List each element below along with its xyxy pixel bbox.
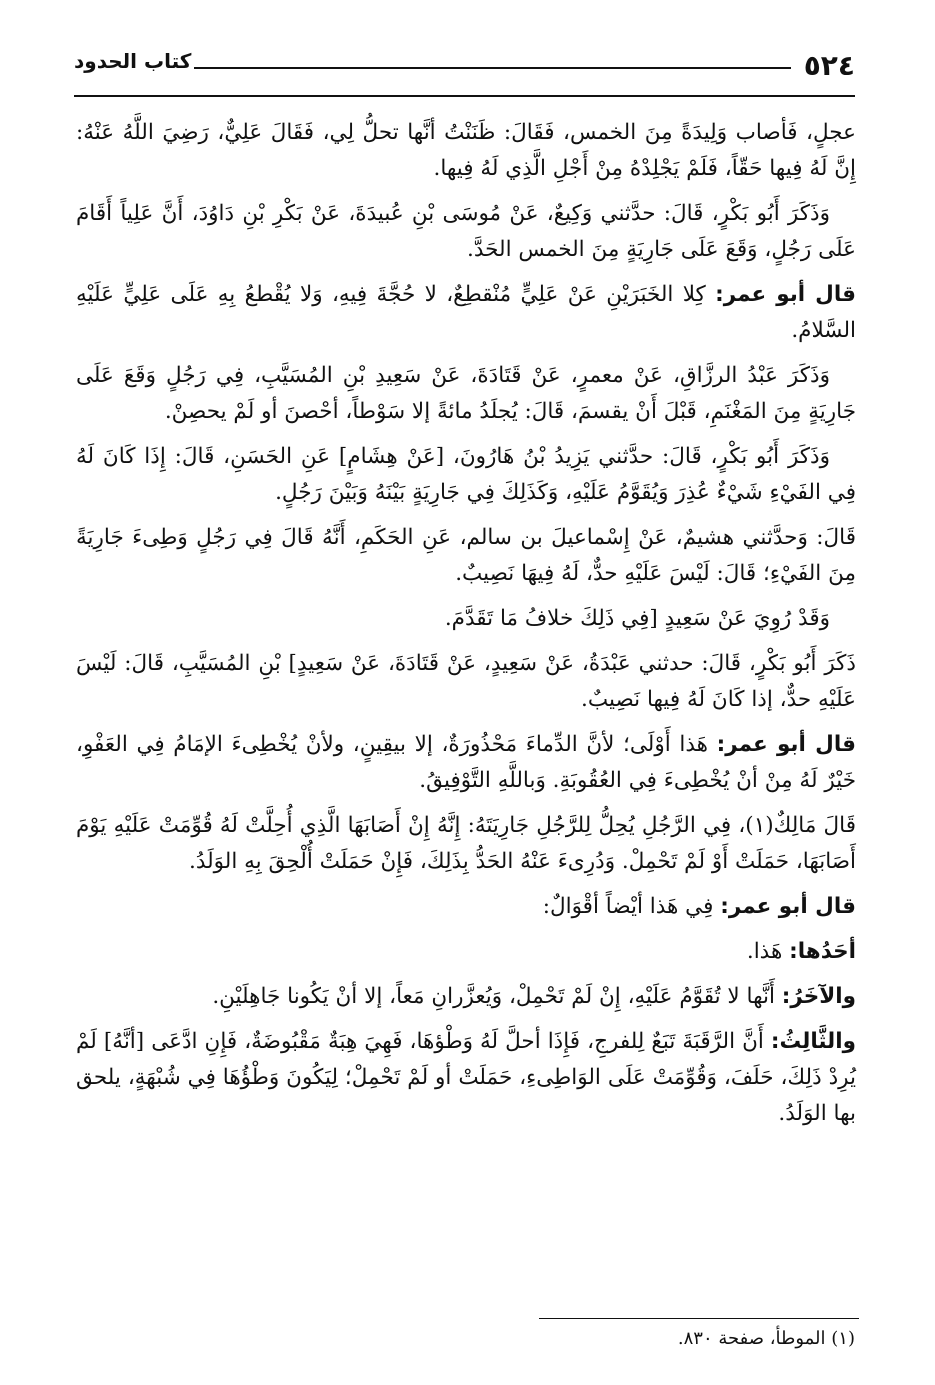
speaker-label: قال أبو عمر:	[720, 894, 856, 919]
paragraph-12	[76, 934, 856, 970]
paragraph-4	[76, 358, 856, 430]
speaker-label: والآخَرُ:	[781, 984, 856, 1009]
paragraph-text: قَالَ مَالِكٌ(١)، فِي الرَّجُلِ يُحِلُّ لِلرَّجُلِ جَارِيَتَهُ: إِنَّهُ إِنْ أَصَابَهَا الَّذِي أُحِلَّتْ لَهُ قُوِّمَتْ عَلَيْهِ يَوْمَ أَصَابَهَا، حَمَلَتْ أَوْ لَمْ تَحْمِلْ. وَدُرِىءَ عَنْهُ الحَدُّ بِذَلِكَ، فَإِنْ حَمَلَتْ أُلْحِقَ بِهِ الوَلَدُ.	[76, 813, 856, 874]
paragraph-14	[76, 1024, 856, 1132]
page-header	[74, 45, 855, 97]
paragraph-text: هَذا أَوْلَى؛ لأنَّ الدِّماءَ مَحْذُورَةٌ، إلا بيقِينٍ، ولأنْ يُخْطِىءَ الإمَامُ فِي العَفْوِ، خَيْرٌ لَهُ مِنْ أنْ يُخْطِىءَ فِي العُقُوبَةِ. وَباللَّهِ التَّوْفِيقُ.	[76, 732, 856, 793]
paragraph-text: أَنَّها لا تُقَوَّمُ عَلَيْهِ، إِنْ لَمْ تَحْمِلْ، وَيُعزَّرانِ مَعاً، إلا أنْ يَكُونا جَاهِلَيْنِ.	[212, 984, 782, 1009]
running-title: كتاب الحدود	[74, 49, 192, 73]
paragraph-text: وَذَكَرَ عَبْدُ الرزَّاقِ، عَنْ معمرٍ، عَنْ قَتَادَةَ، عَنْ سَعِيدِ بْنِ المُسَيَّبِ، فِي رَجُلٍ وَقَعَ عَلَى جَارِيَةٍ مِنَ المَغْنَمِ، قَبْلَ أَنْ يقسمَ، قَالَ: يُجلَدُ مائةً إلا سَوْطاً، أحْصنَ أو لَمْ يحصِنْ.	[76, 363, 856, 424]
paragraph-text: وَذَكَرَ أَبُو بَكْرٍ، قَالَ: حدَّثني يَزِيدُ بْنُ هَارُونَ، [عَنْ هِشَامٍ] عَنِ الحَسَنِ، قَالَ: إِذَا كَانَ لَهُ فِي الفَيْءِ شَيْءٌ عُذِرَ وَيُقَوَّمُ عَلَيْهِ، وَكَذَلِكَ فِي جَارِيَةٍ بَيْنَهُ وَبَيْنَ رَجُلٍ.	[76, 444, 856, 505]
paragraph-text: عجلٍ، فَأصاب وَلِيدَةً مِنَ الخمس، فَقَالَ: ظَنَنْتُ أنَّها تحلُّ لِي، فَقَالَ عَلِيٌّ، رَضِيَ اللَّهُ عَنْهُ: إِنَّ لَهُ فِيها حَقّاً، فَلَمْ يَجْلِدْهُ مِنْ أَجْلِ الَّذِي لَهُ فِيها.	[76, 120, 856, 181]
paragraph-text: وَقَدْ رُوِيَ عَنْ سَعِيدٍ [فِي ذَلِكَ خلافُ مَا تَقَدَّمَ.	[444, 606, 830, 631]
paragraph-text: فِي هَذا أيْضاً أقْوَالٌ:	[542, 894, 721, 919]
paragraph-7	[76, 601, 856, 637]
paragraph-text: أَنَّ الرَّقَبَةَ تَبَعٌ لِلفرجِ، فَإِذَا أحلَّ لَهُ وَطْؤهَا، فَهِيَ هِبَةٌ مَقْبُوضَةٌ، فَإِنِ ادَّعَى [أنَّهُ] لَمْ يُرِدْ ذَلِكَ، حَلَفَ، وَقُوِّمَتْ عَلَى الوَاطِىءِ، حَمَلَتْ أو لَمْ تَحْمِلْ؛ لِيَكُونَ وَطْؤُهَا فِي شُبْهَةٍ، يلحق بها الوَلَدُ.	[76, 1029, 856, 1126]
speaker-label: والثَّالِثُ:	[770, 1029, 856, 1054]
paragraph-5	[76, 439, 856, 511]
speaker-label: قال أبو عمر:	[716, 732, 856, 757]
body-text	[76, 115, 856, 1141]
paragraph-1	[76, 115, 856, 187]
paragraph-3	[76, 277, 856, 349]
footnote-rule	[539, 1318, 859, 1319]
paragraph-2	[76, 196, 856, 268]
header-rule	[194, 67, 791, 69]
paragraph-text: ذَكَرَ أَبُو بَكْرٍ، قَالَ: حدثني عَبْدَةُ، عَنْ سَعِيدٍ، عَنْ قَتَادَةَ، عَنْ سَعِيدٍ] بْنِ المُسَيَّبِ، قَالَ: لَيْسَ عَلَيْهِ حدٌّ، إذا كَانَ لَهُ فِيها نَصِيبٌ.	[76, 651, 856, 712]
paragraph-10	[76, 808, 856, 880]
paragraph-text: كِلا الخَبَرَيْنِ عَنْ عَلِيٍّ مُنْقطِعٌ، لا حُجَّةَ فِيهِ، وَلا يُقْطعُ بِهِ عَلَى عَلِيٍّ عَلَيْهِ السَّلامُ.	[76, 282, 856, 343]
speaker-label: أحَدُها:	[789, 939, 856, 964]
paragraph-13	[76, 979, 856, 1015]
footnote: (١) الموطأ، صفحة ٨٣٠.	[677, 1328, 855, 1349]
paragraph-8	[76, 646, 856, 718]
page-number: ٥٢٤	[803, 49, 855, 82]
paragraph-11	[76, 889, 856, 925]
speaker-label: قال أبو عمر:	[715, 282, 856, 307]
paragraph-6	[76, 520, 856, 592]
paragraph-text: قَالَ: وَحدَّثني هشيمٌ، عَنْ إِسْماعيلَ بن سالم، عَنِ الحَكَمِ، أَنَّهُ قَالَ فِي رَجُلٍ وَطِىءَ جَارِيَةً مِنَ الفَيْءِ؛ قَالَ: لَيْسَ عَلَيْهِ حدٌّ، لَهُ فِيهَا نَصِيبٌ.	[76, 525, 856, 586]
paragraph-text: وَذَكَرَ أَبُو بَكْرٍ، قَالَ: حدَّثني وَكِيعٌ، عَنْ مُوسَى بْنِ عُبيدَةَ، عَنْ بَكْرِ بْنِ دَاوُدَ، أَنَّ عَلِياً أَقَامَ عَلَى رَجُلٍ، وَقَعَ عَلَى جَارِيَةٍ مِنَ الخمس الحَدَّ.	[76, 201, 856, 262]
paragraph-9	[76, 727, 856, 799]
paragraph-text: هَذا.	[746, 939, 790, 964]
